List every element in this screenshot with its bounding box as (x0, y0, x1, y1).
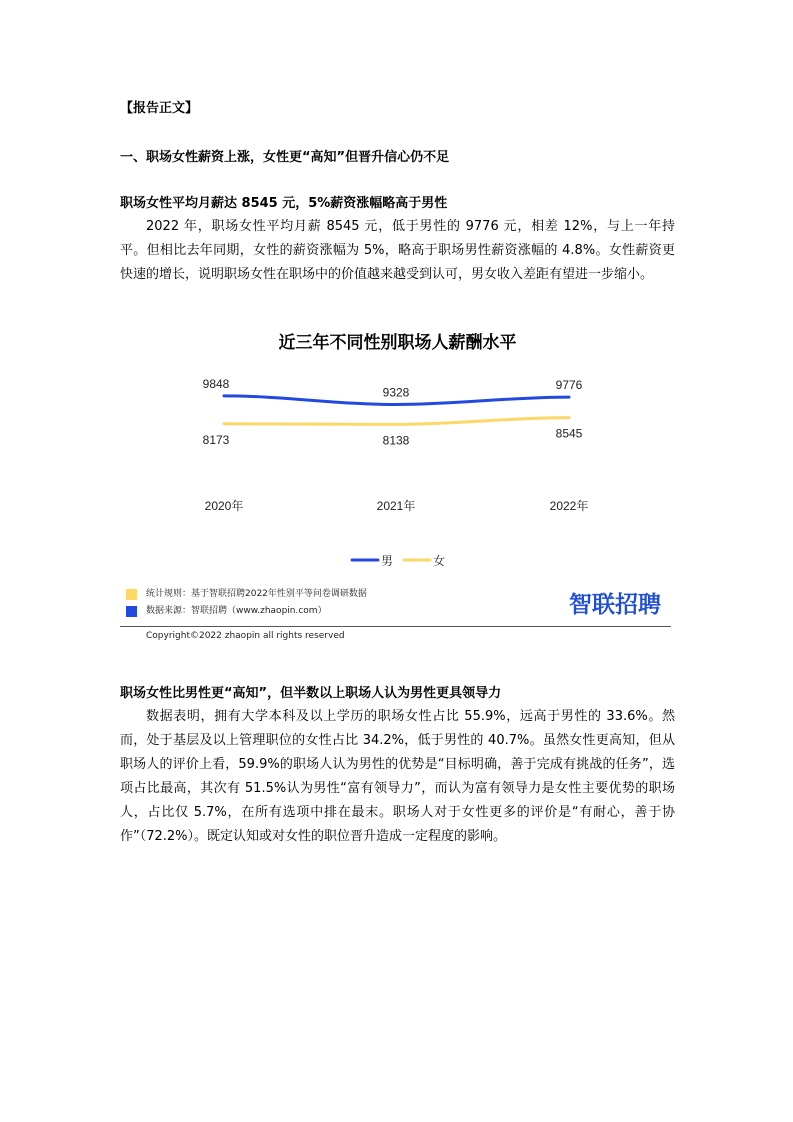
stat-rule-text: 统计规则：基于智联招聘2022年性别平等问卷调研数据 (146, 589, 367, 599)
data-label-s1-0: 8173 (202, 432, 230, 447)
chart-data-labels-group (203, 377, 583, 448)
chart-legend-group (352, 554, 445, 568)
data-source-text: 数据来源：智联招聘（www.zhaopin.com） (146, 606, 327, 616)
stat-rule-row (126, 589, 367, 600)
zhaopin-logo: 智联招聘 (569, 592, 661, 618)
subsection-title-salary: 职场女性平均月薪达 8545 元，5%薪资涨幅略高于男性 (120, 196, 448, 211)
x-tick-label-1: 2021年 (376, 499, 416, 513)
data-label-s0-1: 9328 (382, 385, 410, 400)
series-line-1 (224, 418, 569, 425)
x-tick-label-0: 2020年 (204, 499, 244, 513)
chart-title: 近三年不同性别职场人薪酬水平 (278, 333, 517, 353)
copyright-text: Copyright©2022 zhaopin all rights reserved (146, 631, 345, 641)
data-label-s0-2: 9776 (555, 378, 583, 393)
data-label-s1-1: 8138 (382, 433, 410, 448)
legend-label-1: 女 (433, 554, 446, 568)
data-label-s1-2: 8545 (555, 426, 583, 441)
paragraph-leadership (120, 705, 675, 849)
chart-lines-group (224, 396, 569, 425)
divider (120, 626, 671, 627)
legend-label-0: 男 (381, 554, 394, 568)
data-source-row (126, 606, 327, 617)
chart-x-ticks-group (205, 498, 589, 513)
subsection-title-leadership: 职场女性比男性更“高知”，但半数以上职场人认为男性更具领导力 (120, 686, 502, 701)
stat-rule-swatch (126, 589, 137, 600)
paragraph-leadership-text: 数据表明，拥有大学本科及以上学历的职场女性占比 55.9%，远高于男性的 33.6%。然而，处于基层及以上管理职位的女性占比 34.2%，低于男性的 40.7%。虽然女性更高知，但从职场人的评价上看，59.9%的职场人认为男性的优势是“目标明确，善于完成有挑战的任务”，选项占比最高，其次有 51.5%认为男性“富有领导力”，而认为富有领导力是女性主要优势的职场人，占比仅 5.7%，在所有选项中排在最末。职场人对于女性更多的评价是“有耐心，善于协作”（72.2%）。既定认知或对女性的职位晋升造成一定程度的影响。 (120, 709, 675, 844)
data-label-s0-0: 9848 (202, 376, 230, 391)
paragraph-salary-text: 2022 年，职场女性平均月薪 8545 元，低于男性的 9776 元，相差 12%，与上一年持平。但相比去年同期，女性的薪资涨幅为 5%，略高于职场男性薪资涨幅的 4.8%。女性薪资更快速的增长，说明职场女性在职场中的价值越来越受到认可，男女收入差距有望进一步缩小。 (120, 219, 675, 282)
section-title: 一、职场女性薪资上涨，女性更“高知”但晋升信心仍不足 (120, 150, 450, 165)
data-source-swatch (126, 606, 137, 617)
x-tick-label-2: 2022年 (549, 499, 589, 513)
report-label: 【报告正文】 (120, 101, 199, 116)
